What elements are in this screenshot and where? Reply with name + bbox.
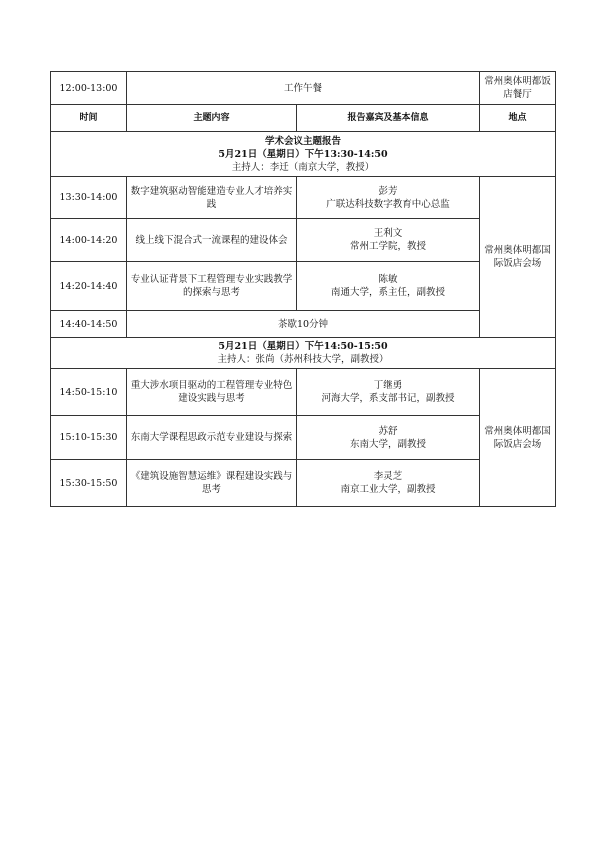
session2-row2-affiliation: 东南大学，副教授 (350, 438, 427, 450)
session1-row1-affiliation: 广联达科技数字教育中心总监 (326, 198, 450, 210)
session2-row1-time: 14:50-15:10 (51, 369, 127, 416)
session2-banner (51, 338, 556, 369)
session1-row1-guest (297, 177, 480, 219)
session1-row3-topic: 专业认证背景下工程管理专业实践教学的探索与思考 (127, 262, 297, 311)
session2-row3-guest (297, 460, 480, 507)
session2-row1-guest (297, 369, 480, 416)
session1-row2-topic: 线上线下混合式一流课程的建设体会 (127, 219, 297, 262)
session2-banner-cell (51, 338, 556, 369)
session2-row3-affiliation: 南京工业大学，副教授 (340, 484, 436, 495)
session2-row3-time: 15:30-15:50 (51, 460, 127, 507)
header-row (51, 105, 556, 132)
table-row (51, 177, 556, 219)
table-row (51, 369, 556, 416)
session2-venue: 常州奥体明都国际饭店会场 (480, 369, 556, 507)
session1-row1-topic: 数字建筑驱动智能建造专业人才培养实践 (127, 177, 297, 219)
session1-row3-affiliation: 南通大学，系主任，副教授 (331, 287, 446, 298)
session1-row1-speaker: 彭芳 (378, 185, 398, 197)
session2-host: 主持人：张尚（苏州科技大学，副教授） (217, 354, 389, 365)
session1-row3-time: 14:20-14:40 (51, 262, 127, 311)
session2-row1-affiliation: 河海大学，系支部书记，副教授 (321, 393, 455, 404)
session2-date: 5月21日（星期日）下午14:50-15:50 (218, 341, 388, 352)
lunch-time: 12:00-13:00 (51, 72, 127, 105)
tea-break-time: 14:40-14:50 (51, 311, 127, 338)
session2-row3-topic: 《建筑设施智慧运维》课程建设实践与思考 (127, 460, 297, 507)
session1-row2-guest (297, 219, 480, 262)
schedule-table (50, 71, 556, 507)
session2-row1-speaker: 丁继勇 (373, 380, 403, 391)
session2-row3-speaker: 李灵芝 (373, 471, 403, 482)
session1-host: 主持人：李迁（南京大学，教授） (231, 161, 375, 173)
header-guest: 报告嘉宾及基本信息 (297, 105, 480, 132)
lunch-row (51, 72, 556, 105)
session2-row2-guest (297, 416, 480, 460)
session1-row3-speaker: 陈敏 (378, 274, 398, 285)
session2-row2-speaker: 苏舒 (378, 425, 398, 437)
session1-row1-time: 13:30-14:00 (51, 177, 127, 219)
session2-row2-topic: 东南大学课程思政示范专业建设与探索 (127, 416, 297, 460)
header-venue: 地点 (480, 105, 556, 132)
session2-row2-time: 15:10-15:30 (51, 416, 127, 460)
session1-row3-guest (297, 262, 480, 311)
session1-heading: 学术会议主题报告 (265, 135, 342, 147)
session1-venue: 常州奥体明都国际饭店会场 (480, 177, 556, 338)
session1-row2-speaker: 王利文 (373, 228, 403, 239)
lunch-venue: 常州奥体明都饭店餐厅 (480, 72, 556, 105)
tea-break-label: 茶歇10分钟 (127, 311, 480, 338)
lunch-title: 工作午餐 (127, 72, 480, 105)
session1-date: 5月21日（星期日）下午13:30-14:50 (218, 148, 388, 160)
session2-row1-topic: 重大涉水项目驱动的工程管理专业特色建设实践与思考 (127, 369, 297, 416)
header-time: 时间 (51, 105, 127, 132)
header-topic: 主题内容 (127, 105, 297, 132)
session1-row2-affiliation: 常州工学院，教授 (350, 241, 427, 252)
session1-row2-time: 14:00-14:20 (51, 219, 127, 262)
session1-banner (51, 132, 556, 177)
session1-banner-cell (51, 132, 556, 177)
